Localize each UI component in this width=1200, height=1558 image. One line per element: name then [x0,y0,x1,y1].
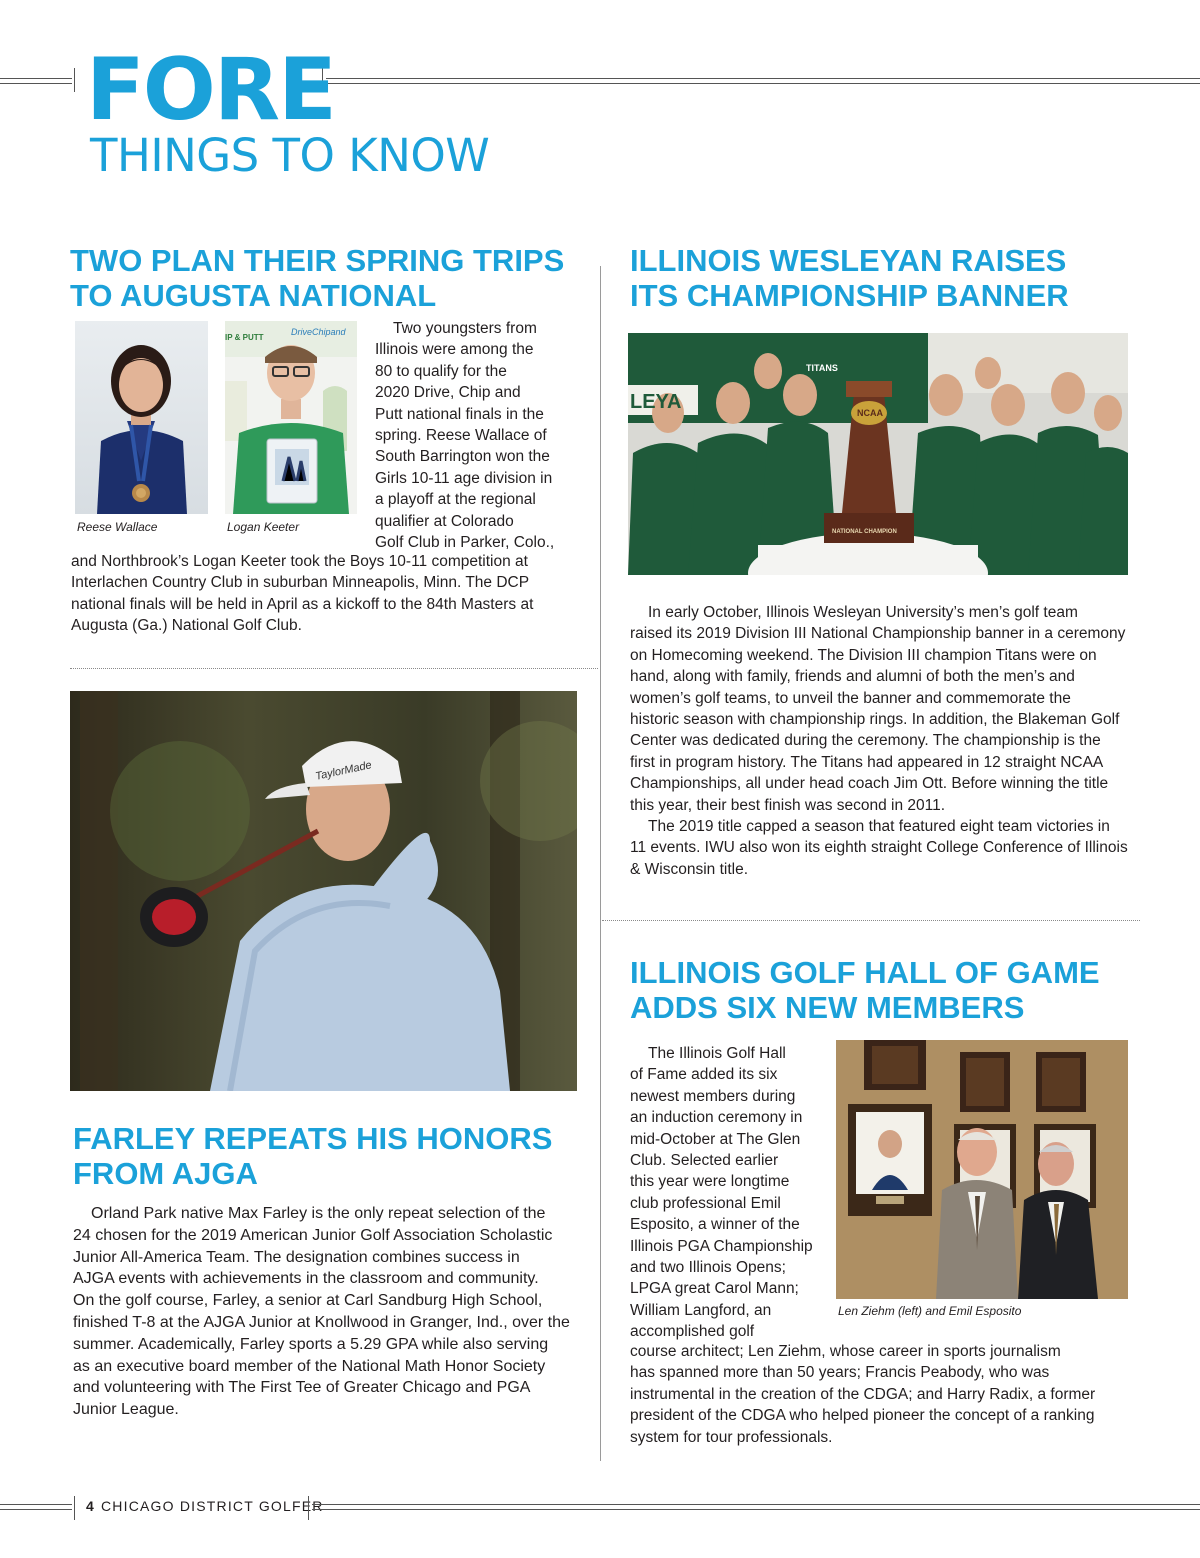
photo-ziehm-esposito [836,1040,1128,1299]
text-line: Club. Selected earlier [630,1152,779,1170]
text-line: national finals will be held in April as a kickoff to the 84th Masters at [71,595,534,613]
text-line: Esposito, a winner of the [630,1216,800,1234]
text-line: spring. Reese Wallace of [375,427,547,445]
text-line: William Langford, an [630,1301,772,1319]
cap-brand: TaylorMade [314,759,373,783]
footer-rule-tick [308,1496,309,1520]
text-line: Championships, all under head coach Jim Ott. Before winning the title [630,775,1109,793]
article-headline [630,955,1170,1025]
wesleyan-body [630,602,1150,880]
headline-line: ADDS SIX NEW MEMBERS [630,990,1025,1025]
section-divider [70,668,598,669]
text-line: system for tour professionals. [630,1428,833,1446]
header-rule-right [326,78,1200,84]
text-line: newest members during [630,1087,796,1105]
headline-line: ILLINOIS WESLEYAN RAISES [630,243,1067,278]
text-line: and volunteering with The First Tee of Greater Chicago and PGA [73,1379,531,1397]
text-line: 80 to qualify for the [375,362,507,380]
section-divider [602,920,1140,921]
text-line: 24 chosen for the 2019 American Junior Golf Association Scholastic [73,1226,553,1244]
text-line: On the golf course, Farley, a senior at Carl Sandburg High School, [73,1292,543,1310]
text-line: historic season with championship rings. In addition, the Blakeman Golf [630,711,1120,729]
headline-line: TO AUGUSTA NATIONAL [70,278,437,313]
caption-reese: Reese Wallace [77,520,158,534]
text-line: Girls 10-11 age division in [375,469,553,487]
headline-line: FARLEY REPEATS HIS HONORS [73,1121,553,1156]
text-line: summer. Academically, Farley sports a 5.29 GPA while also serving [73,1335,549,1353]
text-line: and two Illinois Opens; [630,1259,786,1277]
photo-logan-keeter [225,321,357,514]
page-title: FORE [86,40,335,140]
text-line: Center was dedicated during the ceremony. The championship is the [630,732,1101,750]
article-headline [70,243,590,313]
caption-hof: Len Ziehm (left) and Emil Esposito [838,1304,1022,1318]
headline-line: TWO PLAN THEIR SPRING TRIPS [70,243,565,278]
dcp-sign-left: IP & PUTT [225,333,264,342]
text-line: course architect; Len Ziehm, whose career in sports journalism [630,1343,1061,1360]
photo-iwu-team [628,333,1128,575]
footer-rule-right [312,1504,1200,1510]
hof-body-wide [630,1341,1150,1448]
photo-max-farley [70,691,577,1091]
headline-line: ITS CHAMPIONSHIP BANNER [630,278,1069,313]
text-line: this year, their best finish was second in 2011. [630,796,946,814]
text-line: of Fame added its six [630,1066,778,1084]
publication-name: CHICAGO DISTRICT GOLFER [101,1498,324,1514]
column-divider [600,266,601,1461]
text-line: mid-October at The Glen [630,1130,801,1148]
photo-reese-wallace [75,321,208,514]
text-line: raised its 2019 Division III National Championship banner in a ceremony [630,625,1126,643]
caption-logan: Logan Keeter [227,520,300,534]
page-number: 4 [86,1498,95,1514]
text-line: Augusta (Ga.) National Golf Club. [71,617,302,635]
text-line: on Homecoming weekend. The Division III champion Titans were on [630,646,1097,664]
text-line: Orland Park native Max Farley is the only repeat selection of the [91,1205,546,1222]
text-line: a playoff at the regional [375,491,536,509]
text-line: Interlachen Country Club in suburban Minneapolis, Minn. The DCP [71,574,530,592]
text-line: an induction ceremony in [630,1109,803,1127]
text-line: In early October, Illinois Wesleyan University’s men’s golf team [648,604,1078,621]
hof-body-narrow [630,1043,830,1343]
footer-rule-left [0,1504,72,1510]
text-line: Putt national finals in the [375,405,544,423]
header-rule-tick [74,68,75,92]
text-line: 11 events. IWU also won its eighth straight College Conference of Illinois [630,839,1128,857]
text-line: Golf Club in Parker, Colo., [375,534,555,552]
text-line: qualifier at Colorado [375,512,514,530]
article-headline [73,1121,593,1191]
farley-body [73,1203,593,1421]
text-line: 2020 Drive, Chip and [375,384,521,402]
footer-folio [86,1498,324,1514]
text-line: Two youngsters from [393,320,537,337]
text-line: hand, along with family, friends and alumni of both the men’s and [630,668,1075,686]
text-line: Illinois were among the [375,341,534,359]
text-line: South Barrington won the [375,448,550,466]
text-line: as an executive board member of the National Math Honor Society [73,1357,546,1375]
augusta-body-wide [71,551,591,637]
text-line: club professional Emil [630,1194,781,1212]
iwu-banner-text: TITANS [806,363,838,373]
text-line: Junior League. [73,1401,179,1419]
article-headline [630,243,1170,313]
text-line: & Wisconsin title. [630,860,749,878]
text-line: president of the CDGA who helped pioneer the concept of a ranking [630,1407,1095,1425]
text-line: accomplished golf [630,1323,755,1341]
text-line: first in program history. The Titans had appeared in 12 straight NCAA [630,753,1104,771]
text-line: The 2019 title capped a season that featured eight team victories in [648,818,1110,836]
iwu-banner-left: LEYA [630,391,682,413]
text-line: finished T-8 at the AJGA Junior at Knollwood in Granger, Ind., over the [73,1313,570,1331]
trophy-logo: NCAA [857,408,883,418]
page-subtitle: THINGS TO KNOW [90,129,490,182]
headline-line: FROM AJGA [73,1156,258,1191]
footer-rule-tick [74,1496,75,1520]
text-line: The Illinois Golf Hall [648,1045,786,1062]
text-line: AJGA events with achievements in the classroom and community. [73,1270,539,1288]
header-rule-left [0,78,72,84]
text-line: has spanned more than 50 years; Francis Peabody, who was [630,1364,1050,1382]
text-line: Illinois PGA Championship [630,1237,813,1255]
text-line: and Northbrook’s Logan Keeter took the Boys 10-11 competition at [71,553,528,570]
headline-line: ILLINOIS GOLF HALL OF GAME [630,955,1100,990]
text-line: LPGA great Carol Mann; [630,1280,799,1298]
augusta-body-narrow [375,318,595,553]
text-line: women’s golf teams, to unveil the banner and commemorate the [630,689,1071,707]
text-line: Junior All-America Team. The designation combines success in [73,1248,520,1266]
text-line: instrumental in the creation of the CDGA; and Harry Radix, a former [630,1385,1096,1403]
trophy-plate: NATIONAL CHAMPION [832,529,897,535]
text-line: this year were longtime [630,1173,790,1191]
dcp-sign-text: DriveChipand [291,327,346,337]
